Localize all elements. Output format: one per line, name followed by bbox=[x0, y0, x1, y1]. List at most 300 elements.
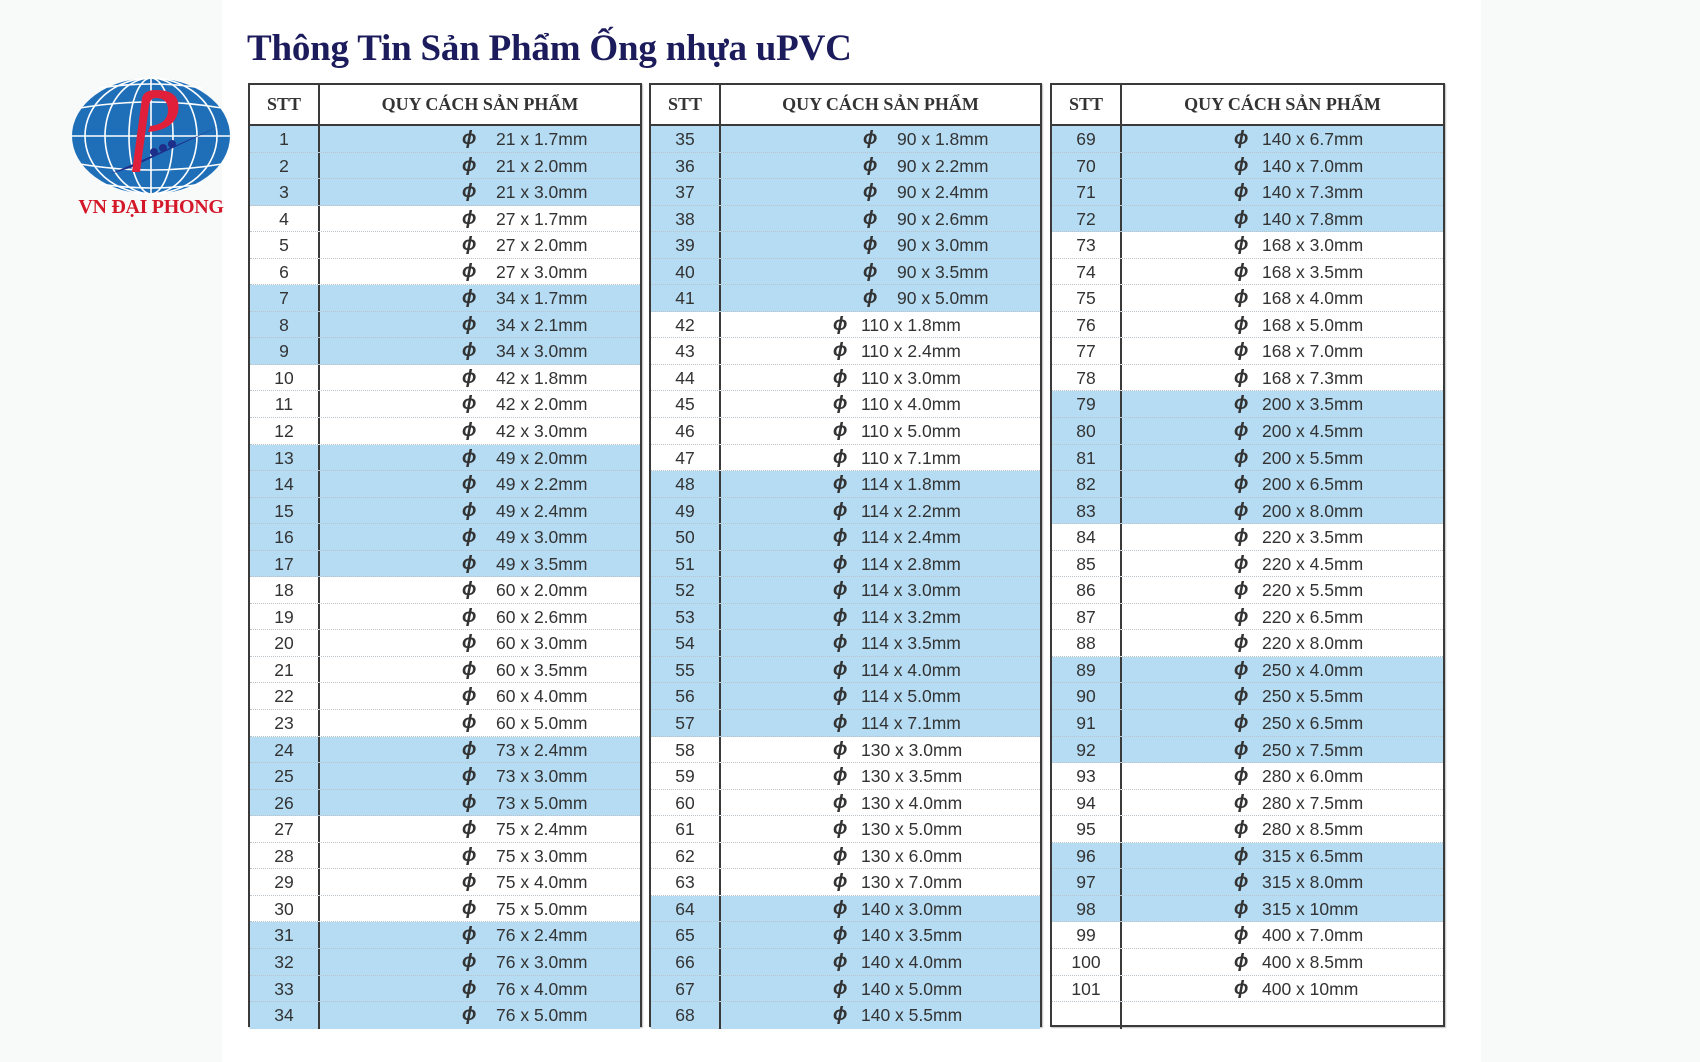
row-spec bbox=[320, 790, 640, 816]
row-spec bbox=[721, 657, 1040, 683]
table-row bbox=[1052, 179, 1443, 206]
diameter-icon: ϕ bbox=[1234, 712, 1249, 734]
row-stt: 10 bbox=[250, 365, 320, 391]
spec-value: 34 x 1.7mm bbox=[496, 288, 588, 309]
table-row bbox=[250, 445, 640, 472]
row-spec bbox=[320, 843, 640, 869]
table-body bbox=[250, 126, 640, 1029]
diameter-icon: ϕ bbox=[462, 818, 477, 840]
row-stt: 5 bbox=[250, 232, 320, 258]
table-header bbox=[250, 85, 640, 126]
diameter-icon: ϕ bbox=[833, 313, 848, 335]
row-spec bbox=[320, 1002, 640, 1029]
spec-value: 280 x 7.5mm bbox=[1262, 792, 1364, 813]
spec-value: 34 x 2.1mm bbox=[496, 314, 588, 335]
table-row bbox=[250, 206, 640, 233]
table-row bbox=[1052, 498, 1443, 525]
table-row bbox=[250, 763, 640, 790]
row-stt: 26 bbox=[250, 790, 320, 816]
spec-value: 140 x 5.0mm bbox=[861, 978, 963, 999]
table-row bbox=[651, 657, 1040, 684]
row-spec bbox=[721, 126, 1040, 152]
diameter-icon: ϕ bbox=[462, 977, 477, 999]
row-spec bbox=[320, 683, 640, 709]
diameter-icon: ϕ bbox=[1234, 844, 1249, 866]
spec-value: 110 x 3.0mm bbox=[861, 367, 961, 388]
row-stt: 38 bbox=[651, 206, 721, 232]
row-spec bbox=[1122, 126, 1443, 152]
row-stt: 85 bbox=[1052, 551, 1122, 577]
row-spec bbox=[320, 285, 640, 311]
table-row bbox=[250, 551, 640, 578]
row-spec bbox=[1122, 418, 1443, 444]
diameter-icon: ϕ bbox=[462, 897, 477, 919]
diameter-icon: ϕ bbox=[462, 260, 477, 282]
row-stt: 35 bbox=[651, 126, 721, 152]
row-stt: 4 bbox=[250, 206, 320, 232]
table-row bbox=[250, 524, 640, 551]
diameter-icon: ϕ bbox=[833, 605, 848, 627]
row-spec bbox=[1122, 445, 1443, 471]
header-spec: QUY CÁCH SẢN PHẨM bbox=[782, 94, 979, 114]
row-spec bbox=[1122, 312, 1443, 338]
table-row bbox=[651, 338, 1040, 365]
spec-value: 114 x 3.0mm bbox=[861, 580, 961, 601]
spec-value: 76 x 2.4mm bbox=[496, 925, 588, 946]
table-row bbox=[250, 179, 640, 206]
row-spec bbox=[320, 763, 640, 789]
row-stt: 12 bbox=[250, 418, 320, 444]
spec-value: 140 x 3.5mm bbox=[861, 925, 963, 946]
header-spec: QUY CÁCH SẢN PHẨM bbox=[1184, 94, 1381, 114]
row-spec bbox=[721, 232, 1040, 258]
table-row bbox=[1052, 126, 1443, 153]
diameter-icon: ϕ bbox=[1234, 924, 1249, 946]
table-row bbox=[250, 365, 640, 392]
spec-value: 42 x 3.0mm bbox=[496, 421, 588, 442]
diameter-icon: ϕ bbox=[1234, 871, 1249, 893]
table-row bbox=[651, 498, 1040, 525]
row-stt: 32 bbox=[250, 949, 320, 975]
diameter-icon: ϕ bbox=[833, 658, 848, 680]
spec-value: 76 x 3.0mm bbox=[496, 951, 588, 972]
row-stt: 63 bbox=[651, 869, 721, 895]
diameter-icon: ϕ bbox=[1234, 473, 1249, 495]
row-spec bbox=[1122, 976, 1443, 1002]
diameter-icon: ϕ bbox=[1234, 950, 1249, 972]
table-row bbox=[651, 710, 1040, 737]
row-spec bbox=[320, 153, 640, 179]
spec-value: 75 x 3.0mm bbox=[496, 845, 588, 866]
spec-value: 90 x 2.4mm bbox=[897, 182, 989, 203]
row-stt: 3 bbox=[250, 179, 320, 205]
diameter-icon: ϕ bbox=[462, 552, 477, 574]
diameter-icon: ϕ bbox=[833, 924, 848, 946]
diameter-icon: ϕ bbox=[833, 791, 848, 813]
table-row bbox=[1052, 816, 1443, 843]
row-spec bbox=[1122, 790, 1443, 816]
table-row bbox=[651, 551, 1040, 578]
row-stt: 87 bbox=[1052, 604, 1122, 630]
table-row bbox=[651, 869, 1040, 896]
page-title: Thông Tin Sản Phẩm Ống nhựa uPVC bbox=[247, 28, 852, 69]
table-row bbox=[250, 710, 640, 737]
spec-table-3 bbox=[1050, 83, 1445, 1027]
spec-value: 90 x 3.5mm bbox=[897, 261, 989, 282]
spec-value: 200 x 3.5mm bbox=[1262, 394, 1364, 415]
diameter-icon: ϕ bbox=[462, 844, 477, 866]
row-stt: 52 bbox=[651, 577, 721, 603]
diameter-icon: ϕ bbox=[1234, 605, 1249, 627]
row-spec bbox=[721, 312, 1040, 338]
table-row bbox=[250, 816, 640, 843]
row-spec bbox=[721, 683, 1040, 709]
table-row bbox=[651, 391, 1040, 418]
diameter-icon: ϕ bbox=[462, 685, 477, 707]
spec-value: 140 x 4.0mm bbox=[861, 951, 963, 972]
table-row bbox=[250, 790, 640, 817]
row-spec bbox=[1122, 949, 1443, 975]
row-stt: 17 bbox=[250, 551, 320, 577]
table-row bbox=[651, 604, 1040, 631]
header-spec: QUY CÁCH SẢN PHẨM bbox=[381, 94, 579, 114]
row-spec bbox=[320, 710, 640, 736]
row-spec bbox=[1122, 1002, 1443, 1029]
table-row bbox=[250, 683, 640, 710]
row-stt: 74 bbox=[1052, 259, 1122, 285]
row-stt: 72 bbox=[1052, 206, 1122, 232]
spec-value: 90 x 5.0mm bbox=[897, 288, 989, 309]
diameter-icon: ϕ bbox=[462, 499, 477, 521]
row-stt: 23 bbox=[250, 710, 320, 736]
diameter-icon: ϕ bbox=[1234, 685, 1249, 707]
row-spec bbox=[1122, 922, 1443, 948]
spec-value: 49 x 3.0mm bbox=[496, 527, 588, 548]
table-row bbox=[1052, 737, 1443, 764]
table-row bbox=[651, 577, 1040, 604]
diameter-icon: ϕ bbox=[462, 446, 477, 468]
spec-value: 315 x 10mm bbox=[1262, 898, 1359, 919]
row-stt: 9 bbox=[250, 338, 320, 364]
table-row bbox=[1052, 338, 1443, 365]
table-row bbox=[651, 365, 1040, 392]
row-stt: 98 bbox=[1052, 896, 1122, 922]
row-spec bbox=[1122, 869, 1443, 895]
table-row bbox=[1052, 1002, 1443, 1029]
diameter-icon: ϕ bbox=[833, 366, 848, 388]
table-row bbox=[250, 259, 640, 286]
row-stt: 40 bbox=[651, 259, 721, 285]
spec-value: 250 x 4.0mm bbox=[1262, 659, 1364, 680]
spec-value: 250 x 6.5mm bbox=[1262, 713, 1364, 734]
table-row bbox=[250, 391, 640, 418]
row-stt: 58 bbox=[651, 737, 721, 763]
table-row bbox=[250, 232, 640, 259]
spec-value: 75 x 4.0mm bbox=[496, 872, 588, 893]
spec-value: 140 x 6.7mm bbox=[1262, 129, 1364, 149]
table-row bbox=[1052, 683, 1443, 710]
table-row bbox=[250, 418, 640, 445]
row-spec bbox=[320, 232, 640, 258]
row-spec bbox=[721, 445, 1040, 471]
spec-value: 60 x 2.6mm bbox=[496, 606, 588, 627]
diameter-icon: ϕ bbox=[462, 950, 477, 972]
table-row bbox=[250, 869, 640, 896]
table-row bbox=[1052, 551, 1443, 578]
row-stt: 97 bbox=[1052, 869, 1122, 895]
header-stt: STT bbox=[651, 85, 721, 124]
diameter-icon: ϕ bbox=[462, 765, 477, 787]
table-header bbox=[1052, 85, 1443, 126]
row-spec bbox=[320, 577, 640, 603]
spec-value: 90 x 1.8mm bbox=[897, 129, 989, 149]
row-spec bbox=[1122, 338, 1443, 364]
row-stt: 56 bbox=[651, 683, 721, 709]
row-spec bbox=[1122, 179, 1443, 205]
row-stt: 22 bbox=[250, 683, 320, 709]
diameter-icon: ϕ bbox=[462, 632, 477, 654]
diameter-icon: ϕ bbox=[833, 712, 848, 734]
diameter-icon: ϕ bbox=[863, 287, 878, 309]
row-spec bbox=[721, 259, 1040, 285]
row-stt: 89 bbox=[1052, 657, 1122, 683]
table-row bbox=[1052, 524, 1443, 551]
row-stt: 78 bbox=[1052, 365, 1122, 391]
row-stt: 75 bbox=[1052, 285, 1122, 311]
table-row bbox=[1052, 471, 1443, 498]
spec-value: 140 x 7.3mm bbox=[1262, 182, 1364, 203]
spec-value: 168 x 3.0mm bbox=[1262, 235, 1364, 256]
spec-value: 315 x 8.0mm bbox=[1262, 872, 1364, 893]
diameter-icon: ϕ bbox=[1234, 287, 1249, 309]
diameter-icon: ϕ bbox=[833, 420, 848, 442]
brand-name: VN ĐẠI PHONG bbox=[78, 196, 224, 218]
diameter-icon: ϕ bbox=[1234, 818, 1249, 840]
spec-value: 130 x 7.0mm bbox=[861, 872, 963, 893]
table-row bbox=[250, 976, 640, 1003]
spec-value: 75 x 2.4mm bbox=[496, 819, 588, 840]
spec-value: 90 x 2.6mm bbox=[897, 208, 989, 229]
diameter-icon: ϕ bbox=[462, 712, 477, 734]
row-spec bbox=[320, 445, 640, 471]
row-stt: 6 bbox=[250, 259, 320, 285]
table-row bbox=[651, 153, 1040, 180]
row-spec bbox=[721, 285, 1040, 311]
spec-value: 73 x 2.4mm bbox=[496, 739, 588, 760]
spec-value: 49 x 2.4mm bbox=[496, 500, 588, 521]
row-stt: 83 bbox=[1052, 498, 1122, 524]
spec-value: 250 x 5.5mm bbox=[1262, 686, 1364, 707]
row-stt: 36 bbox=[651, 153, 721, 179]
row-stt: 51 bbox=[651, 551, 721, 577]
row-spec bbox=[721, 976, 1040, 1002]
row-stt: 100 bbox=[1052, 949, 1122, 975]
row-spec bbox=[320, 471, 640, 497]
row-spec bbox=[721, 869, 1040, 895]
row-spec bbox=[320, 949, 640, 975]
spec-value: 168 x 7.0mm bbox=[1262, 341, 1364, 362]
table-row bbox=[1052, 976, 1443, 1003]
table-row bbox=[1052, 577, 1443, 604]
spec-value: 76 x 4.0mm bbox=[496, 978, 588, 999]
diameter-icon: ϕ bbox=[833, 818, 848, 840]
spec-value: 200 x 8.0mm bbox=[1262, 500, 1364, 521]
row-stt: 53 bbox=[651, 604, 721, 630]
diameter-icon: ϕ bbox=[462, 287, 477, 309]
table-row bbox=[1052, 763, 1443, 790]
spec-value: 168 x 3.5mm bbox=[1262, 261, 1364, 282]
row-stt: 65 bbox=[651, 922, 721, 948]
table-row bbox=[651, 206, 1040, 233]
table-row bbox=[651, 1002, 1040, 1029]
table-row bbox=[651, 683, 1040, 710]
table-row bbox=[651, 896, 1040, 923]
spec-value: 280 x 8.5mm bbox=[1262, 819, 1364, 840]
row-spec bbox=[1122, 551, 1443, 577]
row-spec bbox=[721, 604, 1040, 630]
diameter-icon: ϕ bbox=[1234, 552, 1249, 574]
table-row bbox=[651, 285, 1040, 312]
row-spec bbox=[320, 630, 640, 656]
row-stt: 50 bbox=[651, 524, 721, 550]
diameter-icon: ϕ bbox=[462, 234, 477, 256]
table-row bbox=[1052, 312, 1443, 339]
table-row bbox=[651, 524, 1040, 551]
table-row bbox=[250, 949, 640, 976]
diameter-icon: ϕ bbox=[833, 871, 848, 893]
diameter-icon: ϕ bbox=[833, 340, 848, 362]
diameter-icon: ϕ bbox=[462, 366, 477, 388]
table-row bbox=[651, 737, 1040, 764]
spec-value: 21 x 1.7mm bbox=[496, 129, 588, 149]
row-spec bbox=[1122, 498, 1443, 524]
diameter-icon: ϕ bbox=[462, 420, 477, 442]
table-body bbox=[651, 126, 1040, 1029]
row-spec bbox=[1122, 710, 1443, 736]
spec-value: 60 x 3.0mm bbox=[496, 633, 588, 654]
spec-value: 220 x 4.5mm bbox=[1262, 553, 1364, 574]
spec-value: 21 x 2.0mm bbox=[496, 155, 588, 176]
diameter-icon: ϕ bbox=[833, 473, 848, 495]
row-spec bbox=[721, 896, 1040, 922]
diameter-icon: ϕ bbox=[833, 552, 848, 574]
diameter-icon: ϕ bbox=[1234, 393, 1249, 415]
row-stt: 41 bbox=[651, 285, 721, 311]
row-spec bbox=[1122, 763, 1443, 789]
diameter-icon: ϕ bbox=[462, 473, 477, 495]
spec-value: 200 x 5.5mm bbox=[1262, 447, 1364, 468]
diameter-icon: ϕ bbox=[1234, 154, 1249, 176]
table-row bbox=[250, 577, 640, 604]
spec-value: 200 x 4.5mm bbox=[1262, 421, 1364, 442]
spec-value: 76 x 5.0mm bbox=[496, 1005, 588, 1026]
row-stt: 81 bbox=[1052, 445, 1122, 471]
row-spec bbox=[1122, 604, 1443, 630]
table-header bbox=[651, 85, 1040, 126]
table-row bbox=[250, 843, 640, 870]
table-row bbox=[1052, 153, 1443, 180]
row-spec bbox=[721, 471, 1040, 497]
row-stt: 30 bbox=[250, 896, 320, 922]
row-spec bbox=[320, 896, 640, 922]
diameter-icon: ϕ bbox=[1234, 977, 1249, 999]
spec-value: 60 x 5.0mm bbox=[496, 713, 588, 734]
row-spec bbox=[320, 179, 640, 205]
row-stt: 96 bbox=[1052, 843, 1122, 869]
table-row bbox=[651, 816, 1040, 843]
spec-value: 110 x 7.1mm bbox=[861, 447, 961, 468]
row-stt: 70 bbox=[1052, 153, 1122, 179]
row-spec bbox=[320, 498, 640, 524]
row-stt: 19 bbox=[250, 604, 320, 630]
row-spec bbox=[721, 763, 1040, 789]
spec-value: 114 x 5.0mm bbox=[861, 686, 961, 707]
row-spec bbox=[320, 312, 640, 338]
diameter-icon: ϕ bbox=[462, 791, 477, 813]
header-stt: STT bbox=[250, 85, 320, 124]
table-row bbox=[250, 922, 640, 949]
diameter-icon: ϕ bbox=[833, 1004, 848, 1026]
row-stt: 76 bbox=[1052, 312, 1122, 338]
row-stt: 13 bbox=[250, 445, 320, 471]
table-row bbox=[1052, 869, 1443, 896]
spec-value: 400 x 8.5mm bbox=[1262, 951, 1364, 972]
row-spec bbox=[721, 179, 1040, 205]
spec-value: 130 x 3.0mm bbox=[861, 739, 963, 760]
diameter-icon: ϕ bbox=[863, 207, 878, 229]
spec-value: 73 x 5.0mm bbox=[496, 792, 588, 813]
row-stt: 64 bbox=[651, 896, 721, 922]
spec-value: 220 x 5.5mm bbox=[1262, 580, 1364, 601]
row-stt: 24 bbox=[250, 737, 320, 763]
spec-value: 114 x 2.2mm bbox=[861, 500, 961, 521]
row-stt: 16 bbox=[250, 524, 320, 550]
row-spec bbox=[721, 816, 1040, 842]
table-row bbox=[1052, 285, 1443, 312]
row-spec bbox=[320, 391, 640, 417]
row-spec bbox=[1122, 683, 1443, 709]
row-spec bbox=[721, 551, 1040, 577]
row-spec bbox=[320, 418, 640, 444]
spec-value: 114 x 2.8mm bbox=[861, 553, 961, 574]
spec-value: 400 x 10mm bbox=[1262, 978, 1359, 999]
row-spec bbox=[721, 949, 1040, 975]
spec-value: 130 x 6.0mm bbox=[861, 845, 963, 866]
row-stt: 61 bbox=[651, 816, 721, 842]
spec-table-1 bbox=[248, 83, 642, 1027]
diameter-icon: ϕ bbox=[462, 313, 477, 335]
diameter-icon: ϕ bbox=[833, 579, 848, 601]
spec-value: 280 x 6.0mm bbox=[1262, 766, 1364, 787]
row-spec bbox=[1122, 816, 1443, 842]
row-stt: 28 bbox=[250, 843, 320, 869]
row-stt: 46 bbox=[651, 418, 721, 444]
row-spec bbox=[320, 551, 640, 577]
table-row bbox=[1052, 949, 1443, 976]
row-spec bbox=[721, 577, 1040, 603]
spec-value: 130 x 3.5mm bbox=[861, 766, 963, 787]
spec-value: 49 x 2.2mm bbox=[496, 474, 588, 495]
row-spec bbox=[1122, 232, 1443, 258]
row-spec bbox=[721, 1002, 1040, 1029]
table-row bbox=[250, 471, 640, 498]
diameter-icon: ϕ bbox=[1234, 260, 1249, 282]
diameter-icon: ϕ bbox=[1234, 765, 1249, 787]
spec-value: 90 x 2.2mm bbox=[897, 155, 989, 176]
row-stt: 44 bbox=[651, 365, 721, 391]
diameter-icon: ϕ bbox=[1234, 791, 1249, 813]
diameter-icon: ϕ bbox=[462, 658, 477, 680]
